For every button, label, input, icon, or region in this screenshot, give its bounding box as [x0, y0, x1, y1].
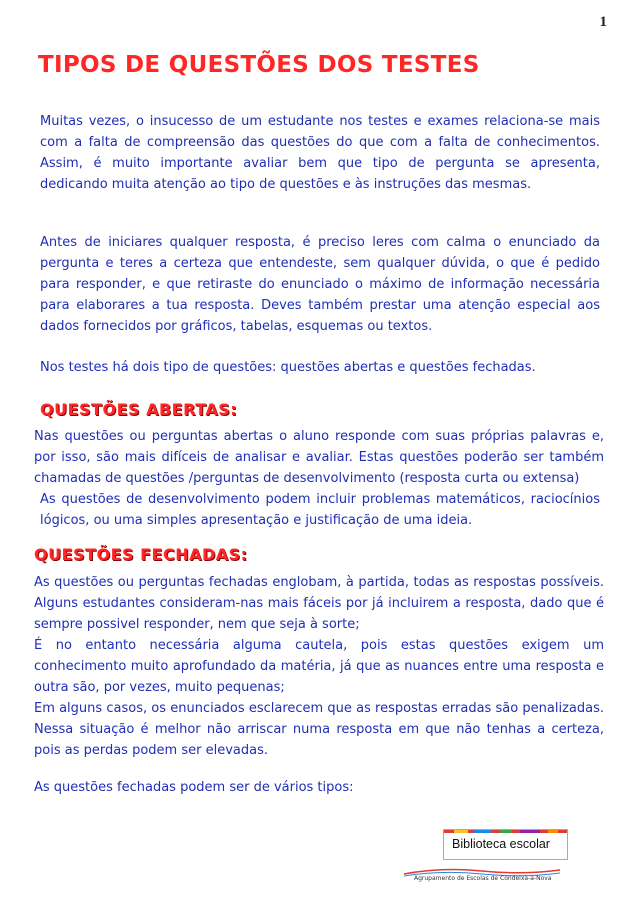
page-title: TIPOS DE QUESTÕES DOS TESTES: [38, 52, 480, 78]
intro-paragraph-1: Muitas vezes, o insucesso de um estudante nos testes e exames relaciona-se mais com a falta de compreensão das questões do que com a falta de conhecimentos. Assim, é muito importante avaliar bem que tipo de pergunta se apresenta, dedicando muita atenção ao tipo de questões e às instruções das mesmas.: [40, 114, 600, 192]
closed-questions-paragraph-4: As questões fechadas podem ser de vários tipos:: [34, 780, 354, 795]
open-questions-paragraph-2: As questões de desenvolvimento podem incluir problemas matemáticos, raciocínios lógicos, ou uma simples apresentação e justificação de uma ideia.: [40, 492, 600, 528]
open-questions-heading: QUESTÕES ABERTAS:: [40, 400, 238, 419]
open-questions-paragraph-1: Nas questões ou perguntas abertas o aluno responde com suas próprias palavras e, por isso, são mais difíceis de analisar e avaliar. Estas questões poderão ser também chamadas de questões /perguntas de desenvolvimento (resposta curta ou extensa): [34, 429, 604, 486]
library-logo-label: Biblioteca escolar: [452, 837, 550, 851]
school-caption: Agrupamento de Escolas de Condeixa-a-Nova: [414, 875, 552, 882]
intro-paragraph-2: Antes de iniciares qualquer resposta, é preciso leres com calma o enunciado da pergunta e teres a certeza que entendeste, sem qualquer dúvida, o que é pedido para responder, e que retiraste do enunciado o máximo de informação necessária para elaborares a tua resposta. Deves também prestar uma atenção especial aos dados fornecidos por gráficos, tabelas, esquemas ou textos.: [40, 235, 600, 334]
closed-questions-paragraph-1: As questões ou perguntas fechadas englobam, à partida, todas as respostas possíveis. Alguns estudantes consideram-nas mais fáceis por já incluirem a resposta, dado que é sempre possivel responder, nem que seja à sorte;: [34, 575, 604, 632]
intro-paragraph-3: Nos testes há dois tipo de questões: questões abertas e questões fechadas.: [40, 360, 536, 375]
closed-questions-paragraph-3: Em alguns casos, os enunciados esclarecem que as respostas erradas são penalizadas. Nessa situação é melhor não arriscar numa resposta em que não tenhas a certeza, pois as perdas podem ser elevadas.: [34, 701, 604, 758]
library-logo: [443, 829, 568, 860]
closed-questions-paragraph-2: É no entanto necessária alguma cautela, pois estas questões exigem um conhecimento muito aprofundado da matéria, já que as nuances entre uma resposta e outra são, por vezes, muito pequenas;: [34, 638, 604, 695]
closed-questions-heading: QUESTÕES FECHADAS:: [34, 545, 248, 564]
page-number: 1: [599, 14, 607, 30]
